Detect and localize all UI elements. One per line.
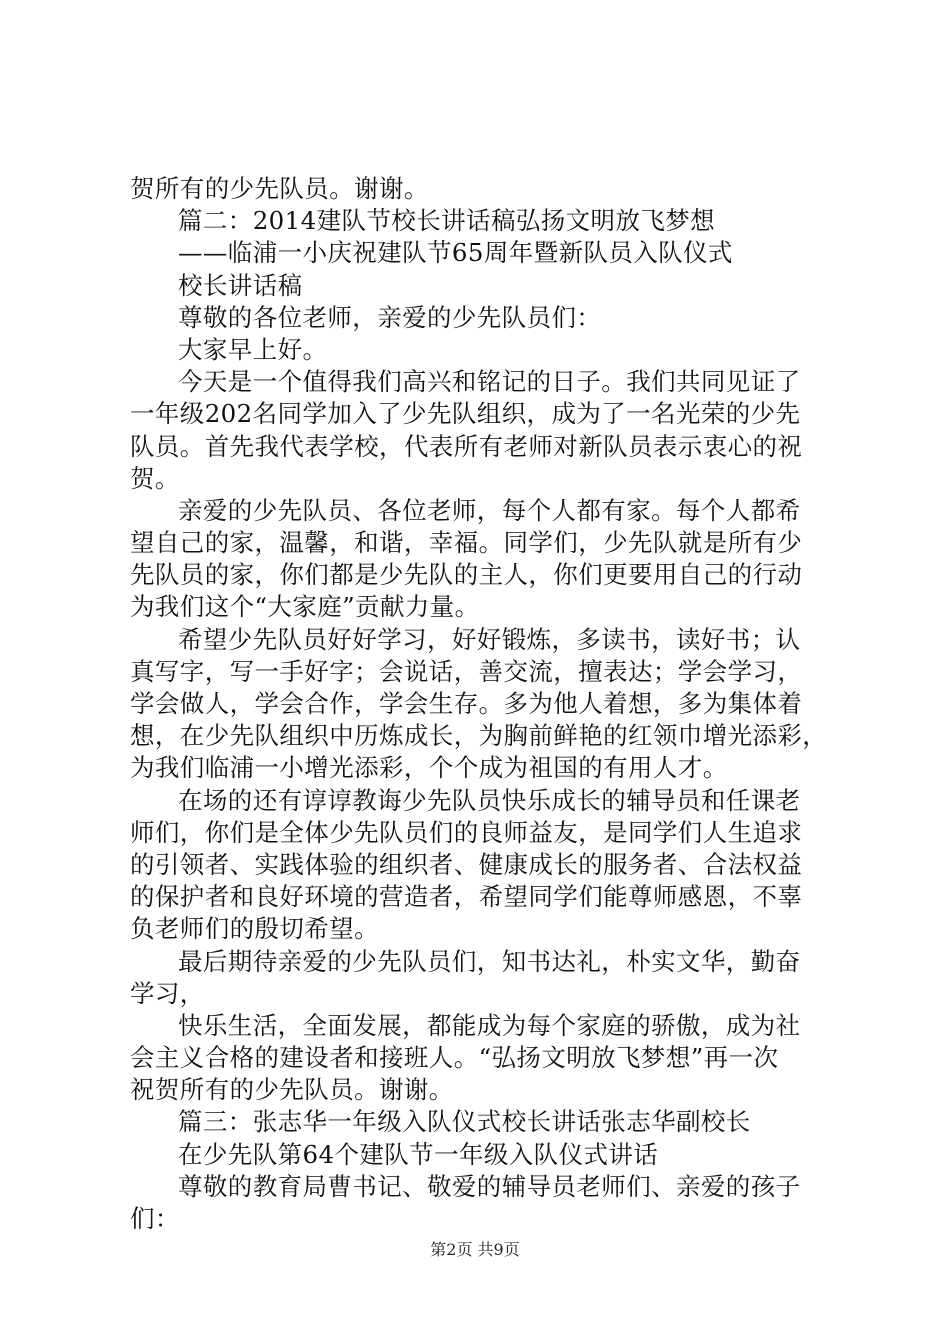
text-line: 篇二：2014建队节校长讲话稿弘扬文明放飞梦想 xyxy=(178,206,716,236)
text-line: 师们，你们是全体少先队员们的良师益友，是同学们人生追求 xyxy=(130,817,803,847)
text-line: 在场的还有谆谆教诲少先队员快乐成长的辅导员和任课老 xyxy=(178,785,801,815)
text-line: 在少先队第64个建队节一年级入队仪式讲话 xyxy=(178,1139,659,1169)
text-line: 想，在少先队组织中历炼成长，为胸前鲜艳的红领巾增光添彩， xyxy=(130,721,828,751)
text-line: 的保护者和良好环境的营造者，希望同学们能尊师感恩，不辜 xyxy=(130,882,803,912)
text-line: 希望少先队员好好学习，好好锻炼，多读书，读好书；认 xyxy=(178,624,801,654)
text-line: 会主义合格的建设者和接班人。“弘扬文明放飞梦想”再一次 xyxy=(130,1043,779,1073)
text-line: 的引领者、实践体验的组织者、健康成长的服务者、合法权益 xyxy=(130,849,803,879)
text-line: 贺所有的少先队员。谢谢。 xyxy=(130,174,429,203)
text-line: 今天是一个值得我们高兴和铭记的日子。我们共同见证了 xyxy=(178,367,801,397)
text-line: 大家早上好。 xyxy=(178,334,328,364)
text-line: 望自己的家，温馨，和谐，幸福。同学们，少先队就是所有少 xyxy=(130,528,803,558)
text-line: 祝贺所有的少先队员。谢谢。 xyxy=(130,1075,454,1105)
text-line: 尊敬的教育局曹书记、敬爱的辅导员老师们、亲爱的孩子 xyxy=(178,1171,801,1201)
text-line: 们： xyxy=(130,1204,180,1233)
text-line: 先队员的家，你们都是少先队的主人，你们更要用自己的行动 xyxy=(130,560,803,590)
text-line: 为我们临浦一小增光添彩，个个成为祖国的有用人才。 xyxy=(130,753,728,783)
text-line: 负老师们的殷切希望。 xyxy=(130,914,379,944)
text-line: 校长讲话稿 xyxy=(178,270,303,300)
text-line: 最后期待亲爱的少先队员们，知书达礼，朴实文华，勤奋 xyxy=(178,946,801,976)
text-line: 一年级202名同学加入了少先队组织，成为了一名光荣的少先 xyxy=(130,399,801,429)
document-body xyxy=(130,173,830,1235)
text-line: 篇三：张志华一年级入队仪式校长讲话张志华副校长 xyxy=(178,1107,751,1137)
text-line: 贺。 xyxy=(130,463,180,493)
text-line: 为我们这个“大家庭”贡献力量。 xyxy=(130,592,480,622)
text-line: ——临浦一小庆祝建队节65周年暨新队员入队仪式 xyxy=(178,238,733,268)
page-footer: 第2页 共9页 xyxy=(430,1240,520,1259)
text-line: 快乐生活，全面发展，都能成为每个家庭的骄傲，成为社 xyxy=(178,1010,801,1040)
text-line: 学会做人，学会合作，学会生存。多为他人着想，多为集体着 xyxy=(130,689,803,718)
text-line: 亲爱的少先队员、各位老师，每个人都有家。每个人都希 xyxy=(178,495,801,525)
text-line: 队员。首先我代表学校，代表所有老师对新队员表示衷心的祝 xyxy=(130,431,803,461)
text-line: 学习， xyxy=(130,978,205,1008)
text-line: 尊敬的各位老师，亲爱的少先队员们： xyxy=(178,302,602,332)
text-line: 真写字，写一手好字；会说话，善交流，擅表达；学会学习， xyxy=(130,656,803,686)
